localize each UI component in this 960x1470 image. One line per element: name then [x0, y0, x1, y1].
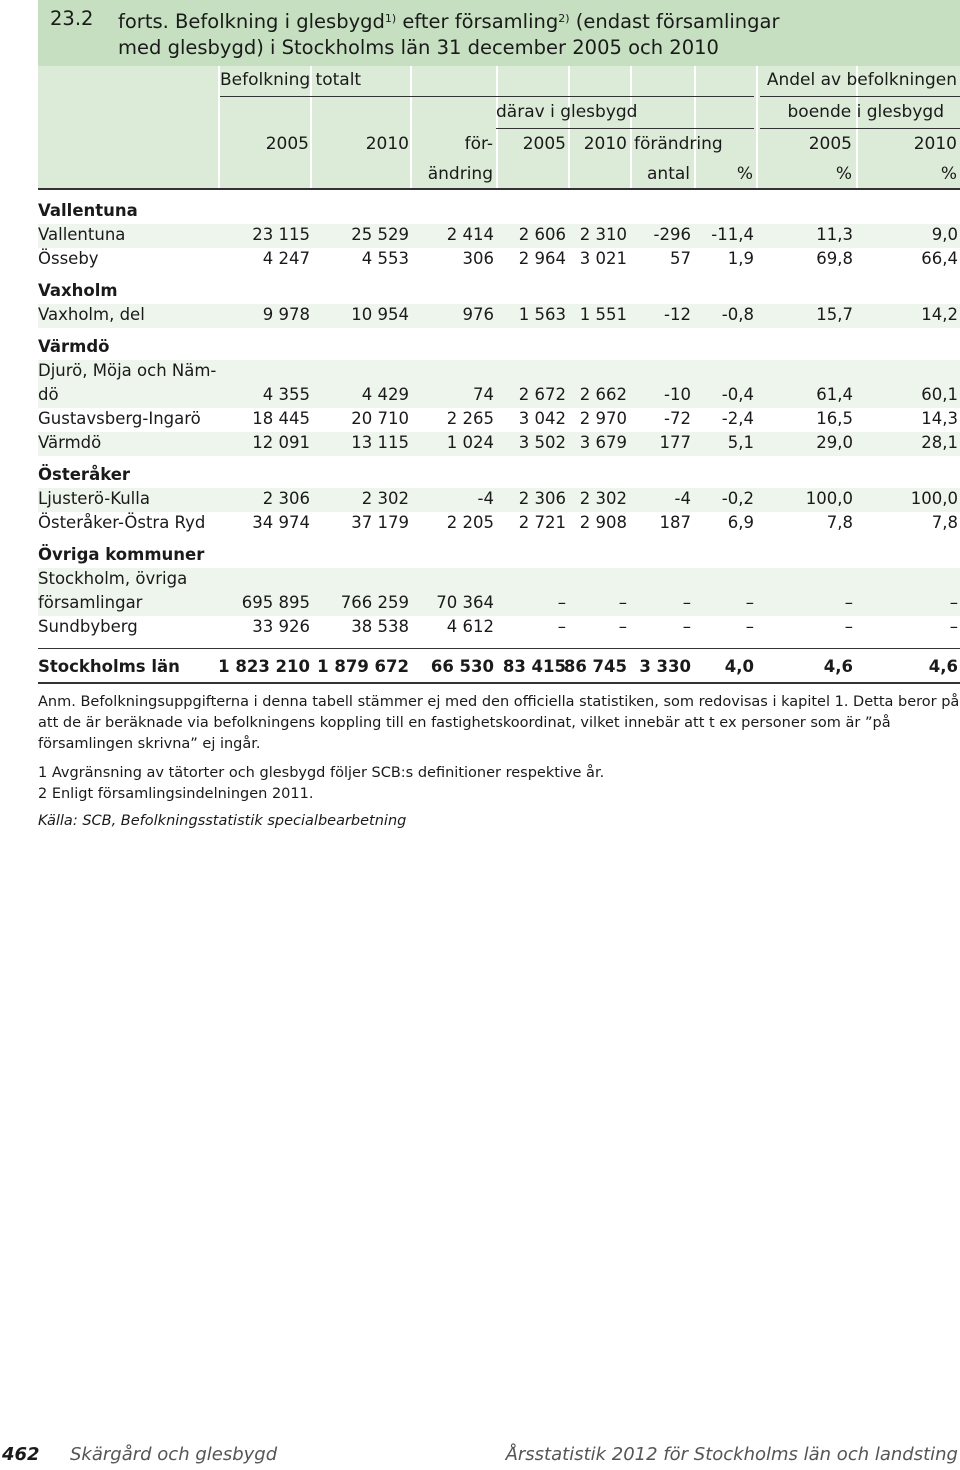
- footnote-2: 2 Enligt församlingsindelningen 2011.: [38, 786, 314, 802]
- table-cell: 9 978: [262, 305, 310, 324]
- row-name: Ljusterö-Kulla: [38, 489, 150, 508]
- table-cell: 766 259: [340, 593, 409, 612]
- title-line1-a: Befolkning i glesbygd: [175, 10, 385, 33]
- header-rule: [760, 96, 960, 97]
- header-glesbygd-2005: 2005: [522, 134, 566, 154]
- table-cell: 70 364: [436, 593, 494, 612]
- row-name: Stockholm, övriga: [38, 569, 188, 588]
- table-cell: 14,3: [921, 409, 958, 428]
- table-cell: 2 306: [518, 489, 566, 508]
- table-cell: 2 205: [446, 513, 494, 532]
- total-bottom-rule: [38, 682, 960, 684]
- table-cell: 2 964: [518, 249, 566, 268]
- header-glesbygd-2010: 2010: [583, 134, 627, 154]
- header-forandring: förändring: [634, 134, 723, 154]
- header-pct: %: [736, 164, 753, 184]
- total-name: Stockholms län: [38, 657, 180, 676]
- footnote-ref-1: 1): [384, 12, 397, 25]
- table-cell: –: [949, 617, 958, 636]
- footnote-1: 1 Avgränsning av tätorter och glesbygd följer SCB:s definitioner respektive år.: [38, 765, 605, 781]
- table-cell: 1 024: [446, 433, 494, 452]
- table-cell: -0,2: [721, 489, 754, 508]
- col-sep: [756, 66, 758, 188]
- header-bottom-rule: [38, 188, 960, 190]
- header-year-2010: 2010: [365, 134, 409, 154]
- footnote-ref-2: 2): [558, 12, 570, 25]
- title-prefix: forts.: [118, 10, 169, 33]
- table-cell: 7,8: [931, 513, 958, 532]
- group-heading: [38, 280, 960, 302]
- table-cell: –: [557, 617, 566, 636]
- row-name: Värmdö: [38, 433, 102, 452]
- row-name: Össeby: [38, 249, 99, 268]
- header-andel-pct-2010: %: [940, 164, 957, 184]
- header-andel-line2: boende i glesbygd: [787, 102, 944, 122]
- table-cell: 187: [659, 513, 691, 532]
- table-cell: -4: [674, 489, 691, 508]
- table-cell: 11,3: [816, 225, 853, 244]
- header-for: för-: [464, 134, 493, 154]
- header-andel-2010: 2010: [913, 134, 957, 154]
- header-darav-glesbygd: därav i glesbygd: [496, 102, 638, 122]
- table-cell: –: [745, 593, 754, 612]
- title-line1-b: efter församling: [396, 10, 559, 33]
- table-cell: 7,8: [826, 513, 853, 532]
- table-cell: 976: [462, 305, 494, 324]
- table-cell: 4 553: [361, 249, 409, 268]
- table-cell: -10: [664, 385, 691, 404]
- table-cell: 37 179: [351, 513, 409, 532]
- table-row: [38, 616, 960, 640]
- row-name: Vaxholm, del: [38, 305, 145, 324]
- table-cell: 2 970: [579, 409, 627, 428]
- total-cell: 3 330: [639, 657, 691, 676]
- group-heading: [38, 200, 960, 222]
- col-sep: [630, 66, 632, 188]
- group-heading: [38, 336, 960, 358]
- table-cell: 60,1: [921, 385, 958, 404]
- table-row: [38, 304, 960, 328]
- total-cell: 4,0: [724, 657, 754, 676]
- table-cell: 57: [670, 249, 691, 268]
- table-cell: 34 974: [252, 513, 310, 532]
- group-heading: [38, 544, 960, 566]
- table-row: [38, 360, 960, 408]
- table-cell: 2 310: [579, 225, 627, 244]
- table-row: [38, 432, 960, 456]
- table-cell: 66,4: [921, 249, 958, 268]
- group-name: Österåker: [38, 465, 131, 484]
- footer-publication: Årsstatistik 2012 för Stockholms län och landsting: [505, 1444, 958, 1465]
- table-cell: 4 247: [262, 249, 310, 268]
- table-cell: 695 895: [241, 593, 310, 612]
- table-cell: –: [557, 593, 566, 612]
- table-title-text: [118, 6, 958, 61]
- table-cell: 9,0: [931, 225, 958, 244]
- group-name: Övriga kommuner: [38, 545, 205, 564]
- table-cell: 10 954: [351, 305, 409, 324]
- table-cell: 25 529: [351, 225, 409, 244]
- source-note: Källa: SCB, Befolkningsstatistik specialbearbetning: [38, 813, 407, 829]
- total-row: [38, 656, 960, 678]
- header-andring: ändring: [427, 164, 493, 184]
- header-andel-pct-2005: %: [835, 164, 852, 184]
- table-cell: 4 355: [262, 385, 310, 404]
- table-row: [38, 568, 960, 616]
- header-rule: [496, 128, 754, 129]
- row-name-cont: dö: [38, 385, 59, 404]
- total-cell: 1 879 672: [317, 657, 409, 676]
- table-cell: 33 926: [252, 617, 310, 636]
- table-cell: 69,8: [816, 249, 853, 268]
- group-name: Värmdö: [38, 337, 110, 356]
- title-line1-c: (endast församlingar: [569, 10, 780, 33]
- table-row: [38, 408, 960, 432]
- total-cell: 4,6: [928, 657, 958, 676]
- table-cell: 13 115: [351, 433, 409, 452]
- table-cell: 3 042: [518, 409, 566, 428]
- total-cell: 66 530: [430, 657, 494, 676]
- col-sep: [410, 66, 412, 188]
- table-row: [38, 512, 960, 536]
- table-cell: 14,2: [921, 305, 958, 324]
- table-cell: 306: [462, 249, 494, 268]
- table-cell: -296: [653, 225, 691, 244]
- header-andel-line1: Andel av befolkningen: [766, 70, 957, 90]
- total-cell: 4,6: [823, 657, 853, 676]
- table-cell: 2 414: [446, 225, 494, 244]
- header-rule: [220, 96, 754, 97]
- table-cell: 1,9: [727, 249, 754, 268]
- group-name: Vaxholm: [38, 281, 118, 300]
- table-cell: 3 021: [579, 249, 627, 268]
- table-cell: 6,9: [727, 513, 754, 532]
- row-name: Vallentuna: [38, 225, 126, 244]
- table-cell: 2 302: [579, 489, 627, 508]
- header-year-2005: 2005: [265, 134, 309, 154]
- table-cell: 12 091: [252, 433, 310, 452]
- footer-section: Skärgård och glesbygd: [70, 1444, 278, 1465]
- table-cell: 2 265: [446, 409, 494, 428]
- table-cell: 38 538: [351, 617, 409, 636]
- table-cell: -2,4: [721, 409, 754, 428]
- table-cell: 2 662: [579, 385, 627, 404]
- table-cell: 2 908: [579, 513, 627, 532]
- note-anm: Anm. Befolkningsuppgifterna i denna tabell stämmer ej med den officiella statistiken, som redovisas i kapitel 1. Detta beror på att de är beräknade via befolkningens koppling till en fastighetskoordinat, vilket innebär att t ex personer som är ”på församlingen skrivna” ej ingår.: [38, 694, 960, 752]
- table-cell: 16,5: [816, 409, 853, 428]
- table-cell: 4 429: [361, 385, 409, 404]
- table-cell: –: [844, 617, 853, 636]
- page-number: 462: [2, 1444, 40, 1465]
- table-cell: 20 710: [351, 409, 409, 428]
- table-cell: –: [618, 617, 627, 636]
- group-name: Vallentuna: [38, 201, 138, 220]
- table-cell: –: [745, 617, 754, 636]
- table-cell: 1 563: [518, 305, 566, 324]
- table-cell: -12: [664, 305, 691, 324]
- table-cell: -72: [664, 409, 691, 428]
- table-cell: 3 679: [579, 433, 627, 452]
- total-cell: 86 745: [563, 657, 627, 676]
- table-cell: -4: [477, 489, 494, 508]
- title-line2: med glesbygd) i Stockholms län 31 december 2005 och 2010: [118, 36, 719, 59]
- table-number: 23.2: [50, 7, 94, 30]
- table-cell: 100,0: [910, 489, 958, 508]
- table-row: [38, 488, 960, 512]
- table-cell: -0,4: [721, 385, 754, 404]
- table-cell: 23 115: [252, 225, 310, 244]
- row-name: Djurö, Möja och Näm-: [38, 361, 217, 380]
- table-cell: –: [844, 593, 853, 612]
- table-cell: 3 502: [518, 433, 566, 452]
- total-cell: 83 415: [502, 657, 566, 676]
- table-cell: -0,8: [721, 305, 754, 324]
- table-cell: 15,7: [816, 305, 853, 324]
- row-name: Gustavsberg-Ingarö: [38, 409, 201, 428]
- col-sep: [694, 66, 696, 188]
- table-cell: 28,1: [921, 433, 958, 452]
- table-cell: –: [682, 617, 691, 636]
- row-name-cont: församlingar: [38, 593, 143, 612]
- table-cell: 2 672: [518, 385, 566, 404]
- header-befolkning-totalt: Befolkning totalt: [220, 70, 362, 90]
- header-antal: antal: [647, 164, 690, 184]
- table-cell: 1 551: [579, 305, 627, 324]
- table-cell: 74: [473, 385, 494, 404]
- group-heading: [38, 464, 960, 486]
- table-row: [38, 224, 960, 248]
- header-rule: [760, 128, 960, 129]
- total-top-rule: [38, 648, 960, 649]
- table-cell: -11,4: [711, 225, 754, 244]
- table-cell: 4 612: [446, 617, 494, 636]
- table-cell: 18 445: [252, 409, 310, 428]
- col-sep: [496, 66, 498, 188]
- table-cell: 2 721: [518, 513, 566, 532]
- table-cell: 177: [659, 433, 691, 452]
- header-andel-2005: 2005: [808, 134, 852, 154]
- row-name: Sundbyberg: [38, 617, 138, 636]
- table-cell: –: [682, 593, 691, 612]
- table-cell: –: [949, 593, 958, 612]
- table-cell: 29,0: [816, 433, 853, 452]
- table-cell: 2 306: [262, 489, 310, 508]
- table-cell: 2 302: [361, 489, 409, 508]
- table-cell: 2 606: [518, 225, 566, 244]
- table-cell: 61,4: [816, 385, 853, 404]
- table-row: [38, 248, 960, 272]
- table-cell: –: [618, 593, 627, 612]
- table-cell: 5,1: [727, 433, 754, 452]
- row-name: Österåker-Östra Ryd: [38, 513, 206, 532]
- total-cell: 1 823 210: [218, 657, 310, 676]
- col-sep: [568, 66, 570, 188]
- table-cell: 100,0: [805, 489, 853, 508]
